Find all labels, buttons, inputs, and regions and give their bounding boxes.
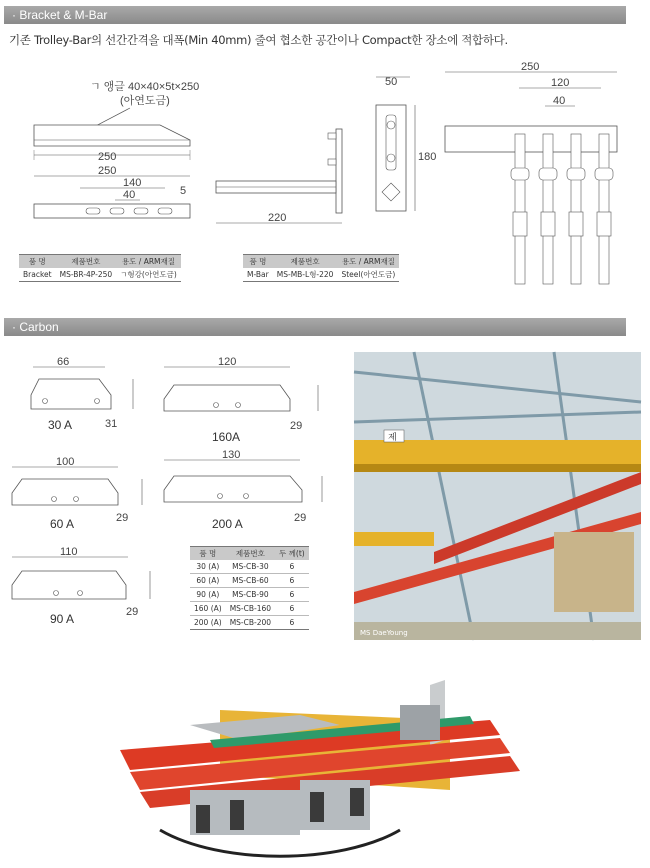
carbon-60a-drawing (8, 455, 148, 530)
carbon-90-height: 29 (126, 606, 139, 618)
table-cell: 6 (275, 602, 309, 616)
table-header: 제품번호 (273, 255, 338, 269)
table-cell: 6 (275, 560, 309, 574)
factory-crane-photo (354, 352, 641, 640)
carbon-200-label: 200 A (212, 517, 243, 531)
bracket-dim-top: 250 (98, 151, 117, 163)
collector-assembly-photo (100, 680, 540, 865)
mbar-drawing (210, 75, 437, 240)
table-cell: MS-CB-30 (226, 560, 275, 574)
bracket-spec-table (19, 254, 181, 282)
carbon-90-label: 90 A (50, 612, 75, 626)
carbon-200-width: 130 (222, 449, 241, 461)
assembly-dim-120: 120 (551, 77, 570, 89)
assembly-dim-250: 250 (521, 61, 540, 73)
carbon-60-label: 60 A (50, 517, 75, 531)
description-text: 기존 Trolley-Bar의 선간간격을 대폭(Min 40mm) 줄여 협소한 공간이나 Compact한 장소에 적합하다. (9, 33, 508, 47)
carbon-60-width: 100 (56, 456, 75, 468)
table-cell: MS-CB-60 (226, 574, 275, 588)
carbon-160-width: 120 (218, 356, 237, 368)
bracket-dim-5: 5 (180, 185, 187, 197)
carbon-200-height: 29 (294, 512, 307, 524)
table-header: 제품번호 (56, 255, 117, 269)
carbon-160-height: 29 (290, 420, 303, 432)
bracket-drawing (20, 80, 220, 240)
carbon-60-height: 29 (116, 512, 129, 524)
table-cell: MS-BR-4P-250 (56, 268, 117, 282)
photo-sign-text: 제 (388, 433, 397, 443)
carbon-90a-drawing (8, 545, 158, 620)
carbon-30-width: 66 (57, 356, 70, 368)
table-cell: 90 (A) (190, 588, 226, 602)
table-cell: ㄱ형강(아연도금) (116, 268, 181, 282)
carbon-30-label: 30 A (48, 418, 73, 432)
table-cell: MS-MB-L형-220 (273, 268, 338, 282)
table-cell: 6 (275, 616, 309, 630)
bracket-dim-40: 40 (123, 189, 136, 201)
table-header: 두 께(t) (275, 547, 309, 561)
table-cell: 60 (A) (190, 574, 226, 588)
carbon-200a-drawing (160, 448, 335, 528)
bracket-dim-140: 140 (123, 177, 142, 189)
carbon-30a-drawing (25, 355, 150, 435)
table-cell: 160 (A) (190, 602, 226, 616)
mbar-dim-180: 180 (418, 151, 437, 163)
angle-note-line2: (아연도금) (120, 95, 170, 107)
table-header: 품 명 (19, 255, 56, 269)
table-cell: 30 (A) (190, 560, 226, 574)
mbar-dim-220: 220 (268, 212, 287, 224)
assembly-drawing (445, 62, 625, 292)
carbon-160-label: 160A (212, 430, 241, 444)
mbar-dim-50: 50 (385, 76, 398, 88)
table-header: 용도 / ARM재질 (116, 255, 181, 269)
table-cell: MS-CB-160 (226, 602, 275, 616)
photo-watermark: MS DaeYoung (360, 629, 408, 637)
table-cell: 200 (A) (190, 616, 226, 630)
table-cell: Steel(아연도금) (337, 268, 399, 282)
table-cell: MS-CB-90 (226, 588, 275, 602)
table-header: 품 명 (190, 547, 226, 561)
table-cell: MS-CB-200 (226, 616, 275, 630)
table-header: 용도 / ARM재질 (337, 255, 399, 269)
bracket-dim-bottom: 250 (98, 165, 117, 177)
mbar-spec-table (243, 254, 399, 282)
section-header-carbon: · Carbon (4, 318, 626, 336)
table-cell: 6 (275, 574, 309, 588)
carbon-spec-table (190, 546, 309, 630)
table-cell: Bracket (19, 268, 56, 282)
table-header: 제품번호 (226, 547, 275, 561)
section-header-bracket: · Bracket & M-Bar (4, 6, 626, 24)
carbon-160a-drawing (160, 355, 335, 435)
carbon-30-height: 31 (105, 418, 118, 430)
angle-note-line1: ㄱ 앵글 40×40×5t×250 (90, 81, 200, 93)
table-header: 품 명 (243, 255, 273, 269)
assembly-dim-40: 40 (553, 95, 566, 107)
table-cell: 6 (275, 588, 309, 602)
table-cell: M-Bar (243, 268, 273, 282)
carbon-90-width: 110 (60, 546, 78, 558)
